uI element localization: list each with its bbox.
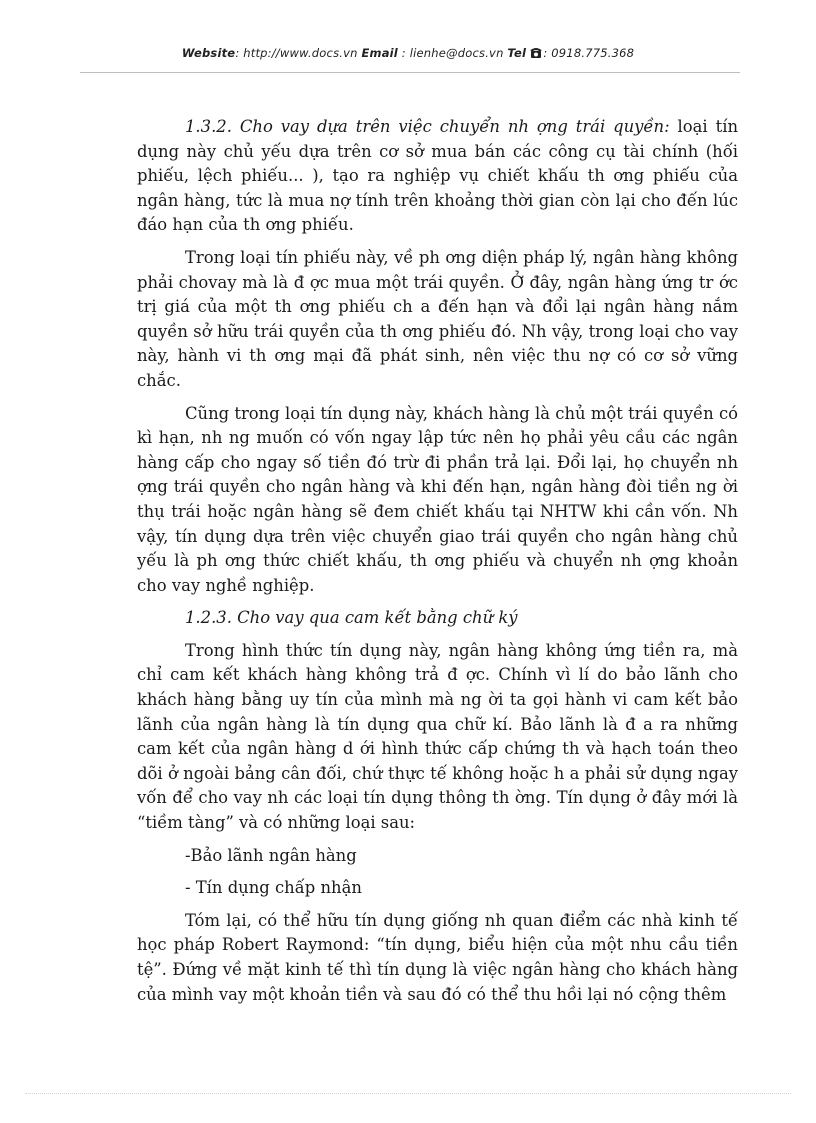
tel-value: : 0918.775.368 <box>543 46 635 60</box>
document-body <box>137 115 738 1015</box>
website-label: Website <box>181 46 236 60</box>
body-paragraph: Trong hình thức tín dụng này, ngân hàng không ứng tiền ra, mà chỉ cam kết khách hàng không trả đ ợc. Chính vì lí do bảo lãnh cho khách hàng bằng uy tín của mình mà ng ời ta gọi hành vi cam kết bảo lãnh của ngân hàng là tín dụng qua chữ kí. Bảo lãnh là đ a ra những cam kết của ngân hàng d ới hình thức cấp chứng th và hạch toán theo dõi ở ngoài bảng cân đối, chứ thực tế không hoặc h a phải sử dụng ngay vốn để cho vay nh các loại tín dụng thông th ờng. Tín dụng ở đây mới là “tiềm tàng” và có những loại sau: <box>137 640 738 833</box>
footer-divider <box>25 1093 791 1094</box>
section-1-3-2-heading: 1.3.2. Cho vay dựa trên việc chuyển nh ợng trái quyền: <box>185 117 670 136</box>
section-1-3-2-paragraph <box>137 115 738 238</box>
website-value: : http://www.docs.vn <box>235 46 362 60</box>
section-1-2-3-heading: 1.2.3. Cho vay qua cam kết bằng chữ ký <box>185 608 518 628</box>
email-value: : lienhe@docs.vn <box>397 46 508 60</box>
body-paragraph: Tóm lại, có thể hữu tín dụng giống nh quan điểm các nhà kinh tế học pháp Robert Raymond: “tín dụng, biểu hiện của một nhu cầu tiền tệ”. Đứng về mặt kinh tế thì tín dụng là việc ngân hàng cho khách hàng của mình vay một khoản tiền và sau đó có thể thu hồi lại nó cộng thêm <box>137 910 738 1004</box>
page-header <box>0 46 816 60</box>
email-label: Email <box>361 46 398 60</box>
header-divider <box>80 72 740 73</box>
section-1-3-2-text: loại tín dụng này chủ yếu dựa trên cơ sở mua bán các công cụ tài chính (hối phiếu, lệch phiếu... ), tạo ra nghiệp vụ chiết khấu th ơng phiếu của ngân hàng, tức là mua nợ tính trên khoảng thời gian còn lại cho đến lúc đáo hạn của th ơng phiếu. <box>137 117 739 235</box>
phone-icon <box>530 47 542 59</box>
body-paragraph: Trong loại tín phiếu này, về ph ơng diện pháp lý, ngân hàng không phải chovay mà là đ ợc mua một trái quyền. Ở đây, ngân hàng ứng tr ớc trị giá của một th ơng phiếu ch a đến hạn và đổi lại ngân hàng nắm quyền sở hữu trái quyền của th ơng phiếu đó. Nh vậy, trong loại cho vay này, hành vi th ơng mại đã phát sinh, nên việc thu nợ có cơ sở vững chắc. <box>137 247 738 390</box>
body-paragraph: Cũng trong loại tín dụng này, khách hàng là chủ một trái quyền có kì hạn, nh ng muốn có vốn ngay lập tức nên họ phải yêu cầu các ngân hàng cấp cho ngay số tiền đó trừ đi phần trả lại. Đổi lại, họ chuyển nh ợng trái quyền cho ngân hàng và khi đến hạn, ngân hàng đòi tiền ng ời thụ trái hoặc ngân hàng sẽ đem chiết khấu tại NHTW khi cần vốn. Nh vậy, tín dụng dựa trên việc chuyển giao trái quyền cho ngân hàng chủ yếu là ph ơng thức chiết khấu, th ơng phiếu và chuyển nh ợng khoản cho vay nghề nghiệp. <box>137 403 738 595</box>
list-item: - Tín dụng chấp nhận <box>185 878 362 898</box>
list-item: -Bảo lãnh ngân hàng <box>185 845 357 865</box>
tel-label: Tel <box>507 46 531 60</box>
